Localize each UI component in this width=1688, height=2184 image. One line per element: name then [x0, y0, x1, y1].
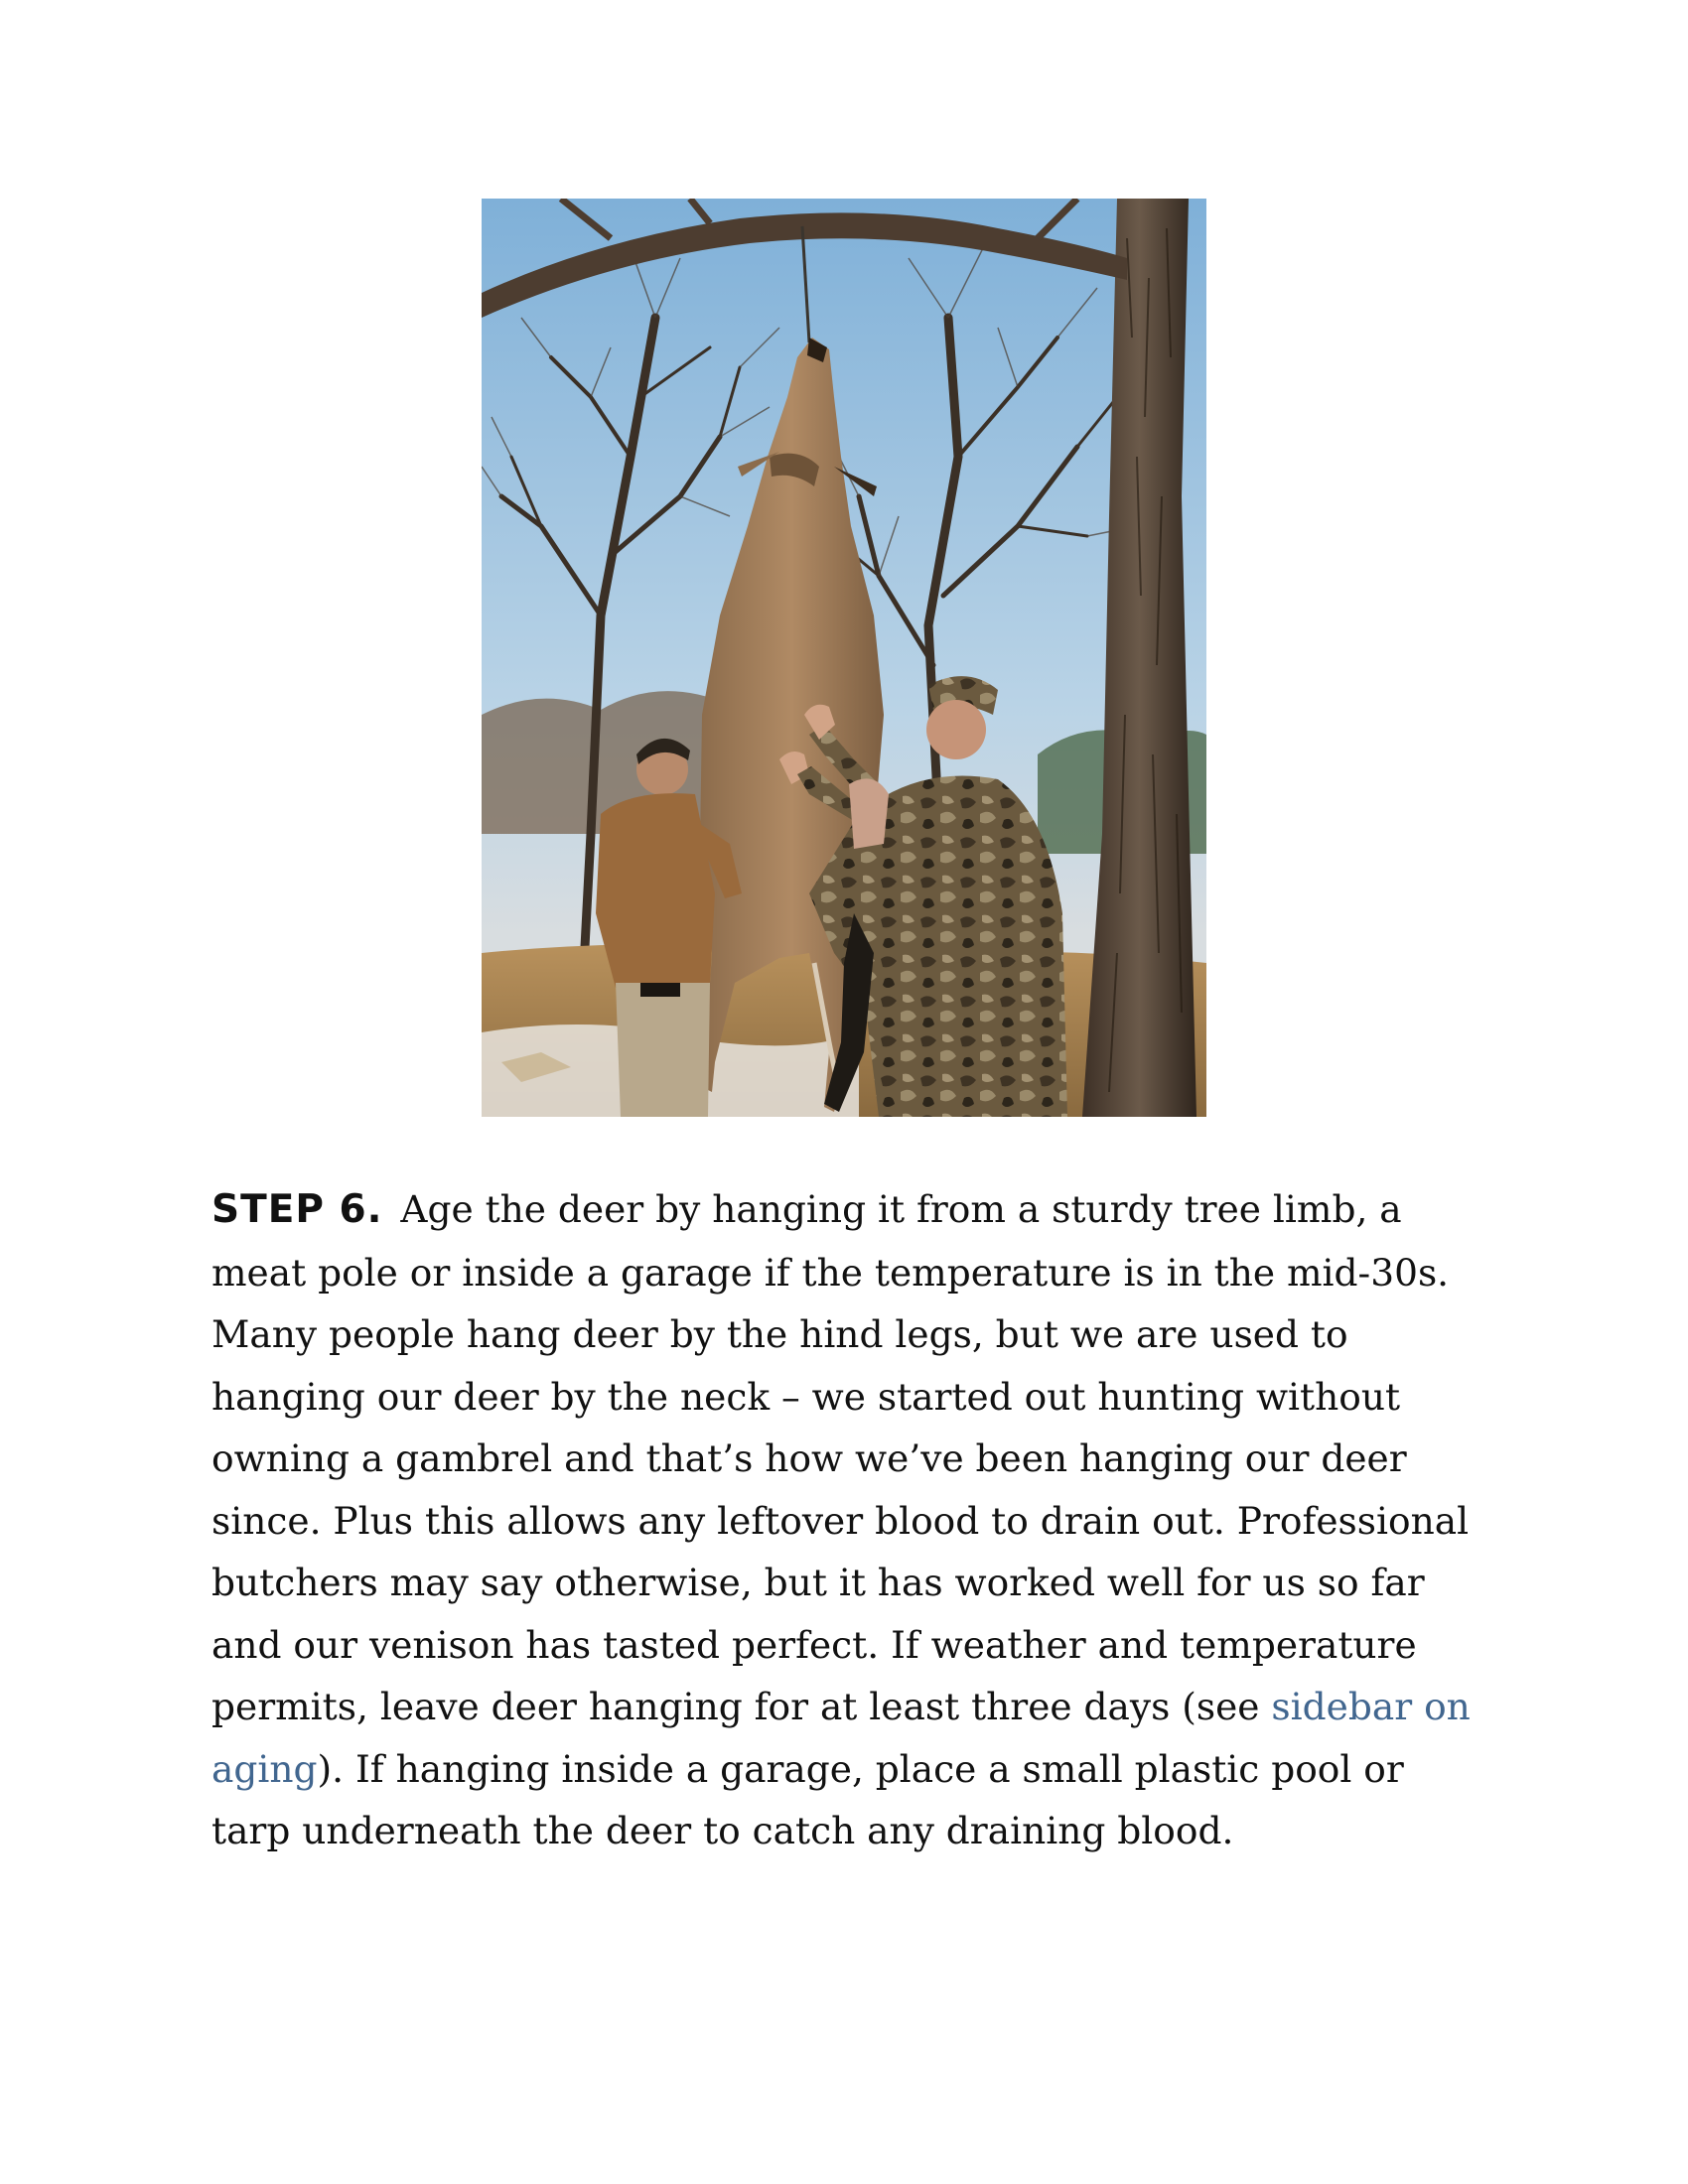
deer-hanging-photo [482, 199, 1206, 1117]
step-6-paragraph [211, 1178, 1492, 1862]
sidebar-on-aging-link[interactable]: sidebar on aging [211, 1685, 1471, 1791]
step-label: STEP 6. [211, 1187, 383, 1232]
step-text-before-link: Age the deer by hanging it from a sturdy tree limb, a meat pole or inside a garage if the temperature is in the mid-30s. Many people hang deer by the hind legs, but we are used to hanging our deer by the neck – we started out hunting without owning a gambrel and that’s how we’ve been hanging our deer since. Plus this allows any leftover blood to drain out. Professional butchers may say otherwise, but it has worked well for us so far and our venison has tasted perfect. If weather and temperature permits, leave deer hanging for at least three days (see [211, 1187, 1470, 1728]
step-text-after-link: ). If hanging inside a garage, place a small plastic pool or tarp underneath the deer to catch any draining blood. [211, 1746, 1404, 1852]
